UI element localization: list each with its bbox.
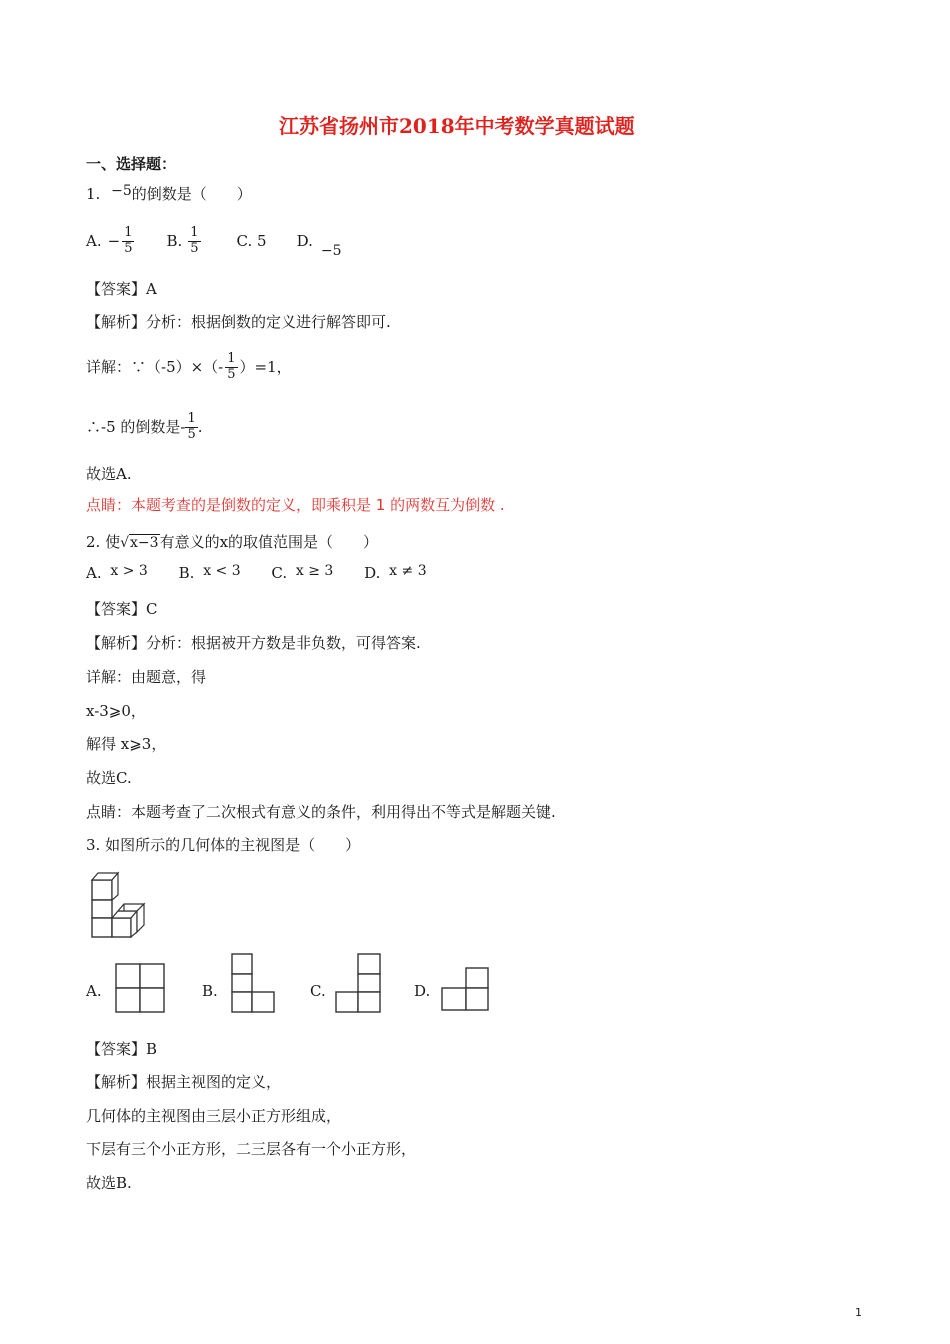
q2-analysis: 【解析】分析：根据被开方数是非负数，可得答案. xyxy=(86,634,421,652)
option-b: B. $\frac{1}{5}$ xyxy=(166,224,199,256)
q2-step-2: 解得 x⩾3， xyxy=(86,735,167,753)
option-a: A. x > 3 xyxy=(86,563,148,582)
q2-remark: 点睛：本题考查了二次根式有意义的条件，利用得出不等式是解题关键. xyxy=(86,803,556,821)
q3-choose: 故选B. xyxy=(86,1174,132,1192)
section-heading: 一、选择题： xyxy=(86,155,177,173)
option-d: D. −5 xyxy=(296,231,342,259)
q3-option-c-label: C. xyxy=(310,982,326,1000)
q2-detail: 详解：由题意，得 xyxy=(86,668,207,686)
q2-answer: 【答案】C xyxy=(86,600,158,618)
solid-figure xyxy=(86,868,156,942)
option-c: C. x ≥ 3 xyxy=(271,563,334,582)
q1-analysis: 【解析】分析：根据倒数的定义进行解答即可. xyxy=(86,313,391,331)
question-1-options xyxy=(86,220,341,262)
q3-option-a-figure xyxy=(114,962,168,1014)
q3-line-1: 几何体的主视图由三层小正方形组成， xyxy=(86,1107,342,1125)
question-3-stem: 3. 如图所示的几何体的主视图是（ ） xyxy=(86,836,361,854)
page-number: 1 xyxy=(855,1306,862,1319)
q1-remark: 点睛：本题考查的是倒数的定义，即乘积是 1 的两数互为倒数 . xyxy=(86,496,505,514)
q1-choose: 故选A. xyxy=(86,465,132,483)
q3-option-b-figure xyxy=(230,952,278,1014)
q3-option-d-figure xyxy=(440,966,492,1014)
q3-answer: 【答案】B xyxy=(86,1040,158,1058)
question-1-stem: 1. −5的倒数是（ ） xyxy=(86,183,252,203)
option-c: C. 5 xyxy=(236,231,267,250)
question-2-options xyxy=(86,563,427,582)
option-a: A. − $\frac{1}{5}$ xyxy=(86,224,133,256)
q2-step-1: x-3⩾0， xyxy=(86,702,146,720)
q3-option-c-figure xyxy=(334,952,384,1014)
q3-option-d-label: D. xyxy=(414,982,431,1000)
q3-option-b-label: B. xyxy=(202,982,218,1000)
q1-answer: 【答案】A xyxy=(86,280,157,298)
document-title: 江苏省扬州市2018年中考数学真题试题 xyxy=(279,114,635,138)
q3-line-2: 下层有三个小正方形，二三层各有一个小正方形， xyxy=(86,1140,417,1158)
q3-option-a-label: A. xyxy=(86,982,102,1000)
option-d: D. x ≠ 3 xyxy=(364,563,427,582)
q1-detail: 详解：∵（-5）×（- $\frac{1}{5}$ ）=1， xyxy=(86,350,292,382)
q1-therefore: ∴-5 的倒数是- $\frac{1}{5}$ . xyxy=(86,410,203,442)
option-b: B. x < 3 xyxy=(178,563,241,582)
q2-choose: 故选C. xyxy=(86,769,132,787)
question-2-stem: 2. 使√x−3有意义的x的取值范围是（ ） xyxy=(86,533,379,551)
q3-analysis: 【解析】根据主视图的定义， xyxy=(86,1073,282,1091)
